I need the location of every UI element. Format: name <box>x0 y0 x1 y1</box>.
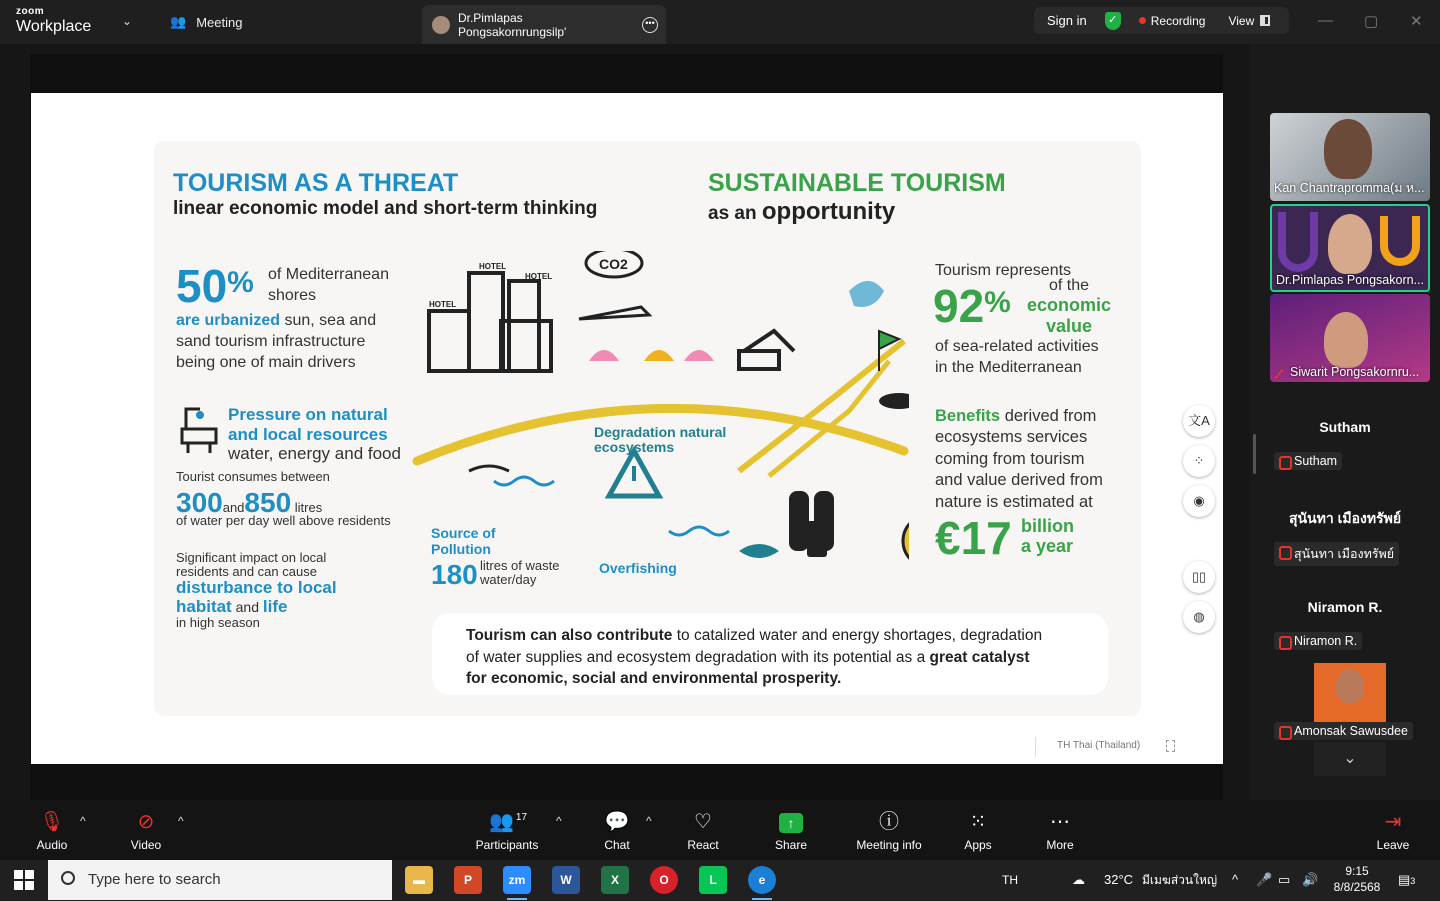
avatar <box>1324 119 1372 179</box>
disturb-text <box>176 579 337 631</box>
billion-text <box>1021 517 1074 557</box>
benefits-4: and value derived from <box>935 471 1103 490</box>
zoom-workplace-logo[interactable] <box>16 7 91 35</box>
bathtub-icon <box>178 403 220 463</box>
video-label: Video <box>130 838 162 852</box>
tile-title: สุนันทา เมืองทรัพย์ <box>1288 510 1402 526</box>
participants-button[interactable] <box>472 808 542 852</box>
volume-icon[interactable]: 🔊 <box>1302 872 1319 887</box>
search-placeholder: Type here to search <box>88 871 221 888</box>
clock-date: 8/8/2568 <box>1333 880 1381 894</box>
meeting-toolbar <box>0 800 1440 860</box>
impact-1: Significant impact on local <box>176 550 327 565</box>
sust-sub-a: as an <box>708 203 762 224</box>
pressure-1: Pressure on natural <box>228 405 388 424</box>
meeting-info-button[interactable] <box>852 808 926 852</box>
sea-related-text <box>935 337 1099 379</box>
chevron-down-icon[interactable]: ⌄ <box>122 14 133 28</box>
audio-label: Audio <box>36 838 68 852</box>
heart-icon: ♡ <box>694 811 712 833</box>
drivers: being one of main drivers <box>176 353 356 371</box>
sustainable-title: SUSTAINABLE TOURISM <box>708 169 1006 197</box>
globe-icon[interactable]: ◍ <box>1183 601 1215 633</box>
litres: litres <box>294 500 323 515</box>
and: and <box>222 500 245 515</box>
billion: billion <box>1021 516 1074 536</box>
sust-sub-b: opportunity <box>761 198 896 225</box>
leave-button[interactable] <box>1374 808 1412 852</box>
apps-label: Apps <box>964 838 992 852</box>
sustainable-subtitle <box>708 198 895 226</box>
urbanized-text <box>176 311 376 373</box>
degradation-1: Degradation natural <box>594 424 727 440</box>
excel-icon[interactable]: X <box>601 866 629 894</box>
stat-50 <box>176 260 254 312</box>
high-season: in high season <box>176 615 260 631</box>
logo-u-shape <box>1278 212 1318 272</box>
chat-icon: 💬 <box>604 811 630 833</box>
source-2: Pollution <box>431 541 491 558</box>
chat-label: Chat <box>604 838 630 852</box>
n180: 180 <box>431 559 478 590</box>
sand-line: sand tourism infrastructure <box>176 332 366 350</box>
leave-label: Leave <box>1376 838 1410 852</box>
per-day-text: of water per day well above residents <box>176 513 391 528</box>
more-button[interactable] <box>1042 808 1078 852</box>
network-icon[interactable]: ▭ <box>1278 872 1291 887</box>
pct92: 92 <box>933 280 985 332</box>
avatar <box>1336 669 1364 703</box>
powerpoint-icon[interactable]: P <box>454 866 482 894</box>
translate-icon[interactable]: 文A <box>1183 405 1215 437</box>
minimize-icon[interactable]: — <box>1318 12 1333 29</box>
info-icon: ⓘ <box>879 811 899 833</box>
meeting-info-label: Meeting info <box>856 838 922 852</box>
thumb-name: Kan Chantrapromma(ม ห... <box>1274 181 1425 195</box>
threat-subtitle: linear economic model and short-term thinking <box>173 198 598 219</box>
footer-2a: of water supplies and ecosystem degradation with its potential as a <box>466 648 930 666</box>
footer-1: to catalized water and energy shortages, degradation <box>672 627 1043 644</box>
chevron-down-icon[interactable]: ⌄ <box>1314 742 1386 776</box>
tab-meeting-label: Meeting <box>196 14 243 30</box>
people-icon: 👥 <box>170 14 187 29</box>
notification-icon[interactable]: ▤3 <box>1398 872 1416 887</box>
share-icon: ↑ <box>770 808 812 836</box>
video-thumb-active[interactable] <box>1270 204 1430 292</box>
share-label: Share <box>774 838 808 852</box>
view-layout-icon[interactable] <box>1260 15 1270 26</box>
language-chip[interactable] <box>1035 737 1175 757</box>
avatar <box>1324 312 1368 368</box>
tile-title: Sutham <box>1319 419 1371 435</box>
tab-speaker-label: Dr.Pimlapas Pongsakornrungsilp' <box>457 10 567 39</box>
of-the: of the <box>1049 277 1090 294</box>
sea-related-1: of sea-related activities <box>935 338 1099 355</box>
hotel-label-1: HOTEL <box>479 262 507 271</box>
line-icon[interactable]: L <box>699 866 727 894</box>
windows-start-icon[interactable] <box>14 870 34 890</box>
benefits-rest: derived from <box>1000 407 1097 425</box>
video-off-icon: ⊘ <box>137 811 155 833</box>
consumes-text: Tourist consumes between <box>176 469 330 484</box>
overfishing-text: Overfishing <box>599 560 677 576</box>
n300: 300 <box>176 487 223 518</box>
waste-detail <box>480 559 559 586</box>
share-button[interactable] <box>770 808 812 852</box>
tourism-represents: Tourism represents <box>935 262 1072 279</box>
life: life <box>262 596 288 616</box>
pct92-sign: % <box>984 286 1011 319</box>
stat-50-text <box>268 265 389 307</box>
audio-button[interactable] <box>30 808 74 852</box>
sea-related-2: in the Mediterranean <box>935 358 1082 376</box>
word-icon[interactable]: W <box>552 866 580 894</box>
mic-muted-icon: 🎙 <box>39 811 65 833</box>
pct50: 50 <box>176 260 228 312</box>
clock-time: 9:15 <box>1345 864 1369 878</box>
participants-icon: 👥 $^{17}$ <box>488 811 528 833</box>
participants-caret-icon[interactable]: ^ <box>556 814 562 828</box>
chat-button[interactable] <box>598 808 636 852</box>
footer-statement <box>432 613 1108 695</box>
thumb-name: Dr.Pimlapas Pongsakorn... <box>1276 273 1424 287</box>
pressure-2: and local resources <box>228 424 388 444</box>
source-1: Source of <box>431 525 496 541</box>
scrollbar[interactable] <box>1253 434 1256 474</box>
more-label: More <box>1046 838 1074 852</box>
notification-count: 3 <box>1410 876 1416 886</box>
stat-euro17 <box>935 512 1012 564</box>
view-button[interactable]: View <box>1228 13 1255 28</box>
infographic <box>154 141 1141 716</box>
hotel-label-3: HOTEL <box>525 272 553 281</box>
title-bar <box>0 0 1440 44</box>
mic-icon[interactable]: 🎤 <box>1256 872 1273 887</box>
tab-meeting[interactable] <box>170 14 242 30</box>
brand-bottom: Workplace <box>16 18 92 35</box>
apps-grid-icon[interactable]: ⁘ <box>1183 445 1215 477</box>
value: value <box>1046 316 1093 337</box>
footer-bold-1: Tourism can also contribute <box>466 627 673 644</box>
benefits-5: nature is estimated at <box>935 492 1093 511</box>
hotel-label-2: HOTEL <box>429 300 457 309</box>
source-pollution-text <box>431 525 496 557</box>
react-button[interactable] <box>684 808 722 852</box>
avatar-photo <box>1314 663 1386 727</box>
a-year: a year <box>1021 535 1074 556</box>
tile-tag: Sutham <box>1274 452 1342 470</box>
stat-92 <box>933 280 1011 332</box>
recording-label[interactable]: Recording <box>1150 13 1206 28</box>
urbanized: are urbanized <box>176 312 281 329</box>
status-pill <box>1034 7 1289 34</box>
brand-top: zoom <box>16 6 45 17</box>
avatar <box>1328 214 1372 274</box>
apps-button[interactable] <box>960 808 996 852</box>
degradation-text <box>594 425 726 456</box>
footer-2b: great catalyst <box>929 648 1030 666</box>
expand-icon[interactable] <box>1166 740 1175 752</box>
shores: shores <box>268 286 317 304</box>
zoom-icon[interactable]: zm <box>503 866 531 894</box>
more-options-icon[interactable]: ••• <box>642 17 658 33</box>
and-word: and <box>231 598 263 615</box>
input-language[interactable]: TH <box>1002 873 1018 887</box>
benefits-2: ecosystems services <box>935 428 1088 447</box>
notes-book-icon[interactable]: ▯▯ <box>1183 561 1215 593</box>
habitat: habitat <box>176 596 232 616</box>
pct50-sign: % <box>227 266 254 299</box>
weather-icon[interactable]: ☁ <box>1072 872 1085 887</box>
pressure-3: water, energy and food <box>228 444 401 464</box>
impact-2: residents and can cause <box>176 564 317 580</box>
language-chip-label: TH Thai (Thailand) <box>1057 740 1141 751</box>
weather-temp[interactable]: 32°C <box>1104 872 1134 887</box>
participants-label: Participants <box>475 838 539 852</box>
disturb-1: disturbance to local <box>176 578 337 597</box>
taskbar-search[interactable] <box>48 860 392 900</box>
tile-tag: สุนันทา เมืองทรัพย์ <box>1274 542 1399 566</box>
tile-tag: Amonsak Sawusdee <box>1274 722 1413 740</box>
urbanized-rest: sun, sea and <box>280 312 377 329</box>
threat-title: TOURISM AS A THREAT <box>173 169 459 197</box>
recording-dot-icon <box>1139 17 1146 24</box>
participants-count: 17 <box>515 812 528 823</box>
weather-location[interactable]: มีเมฆส่วนใหญ่ <box>1142 873 1218 887</box>
maximize-icon[interactable]: ▢ <box>1364 13 1379 30</box>
leave-icon: ⇥ <box>1384 811 1402 833</box>
waste-text <box>431 557 478 593</box>
video-button[interactable] <box>124 808 168 852</box>
tile-tag: Niramon R. <box>1274 632 1362 650</box>
waste-2: water/day <box>480 571 537 587</box>
apps-icon: ⁙ <box>969 811 987 833</box>
shield-check-icon[interactable]: ✓ <box>1105 12 1121 30</box>
thumb-name: Siwarit Pongsakornru... <box>1290 365 1420 379</box>
n850: 850 <box>244 487 292 518</box>
windows-taskbar <box>0 860 1440 900</box>
file-explorer-icon[interactable]: ▬ <box>405 866 433 894</box>
video-caret-icon[interactable]: ^ <box>178 814 184 828</box>
react-label: React <box>687 838 719 852</box>
tile-title: Niramon R. <box>1307 599 1383 615</box>
shared-slide <box>31 93 1223 764</box>
edge-icon[interactable]: e <box>748 866 776 894</box>
more-icon: ⋯ <box>1050 811 1070 833</box>
chevron-up-icon[interactable]: ^ <box>1232 872 1239 887</box>
audio-caret-icon[interactable]: ^ <box>80 814 86 828</box>
impact-text <box>176 551 326 580</box>
logo-u-shape-orange <box>1380 216 1420 266</box>
benefits: Benefits <box>935 407 1001 425</box>
close-icon[interactable]: ✕ <box>1410 13 1423 30</box>
avatar <box>432 16 450 34</box>
search-icon <box>61 871 75 885</box>
pressure-text <box>228 405 401 464</box>
participant-gallery <box>1250 44 1440 800</box>
side-toolstrip <box>1183 405 1219 641</box>
benefits-3: coming from tourism <box>935 449 1085 468</box>
economic-value-text <box>1027 277 1111 337</box>
co2-label: CO2 <box>599 256 628 272</box>
waste-1: litres of waste <box>480 558 560 573</box>
degradation-2: ecosystems <box>594 439 675 456</box>
footer-3: for economic, social and environmental prosperity. <box>466 670 842 688</box>
benefits-text <box>935 406 1103 513</box>
opera-icon[interactable]: O <box>650 866 678 894</box>
of-med: of Mediterranean <box>268 266 389 283</box>
euro17: €17 <box>935 512 1012 564</box>
video-thumb[interactable] <box>1270 113 1430 201</box>
chat-caret-icon[interactable]: ^ <box>646 814 652 828</box>
assistant-icon[interactable]: ◉ <box>1183 485 1215 517</box>
economic: economic <box>1027 295 1112 316</box>
system-clock[interactable] <box>1326 863 1388 895</box>
tab-speaker[interactable] <box>422 5 666 44</box>
sign-in-button[interactable]: Sign in <box>1047 13 1087 28</box>
video-thumb[interactable] <box>1270 294 1430 382</box>
